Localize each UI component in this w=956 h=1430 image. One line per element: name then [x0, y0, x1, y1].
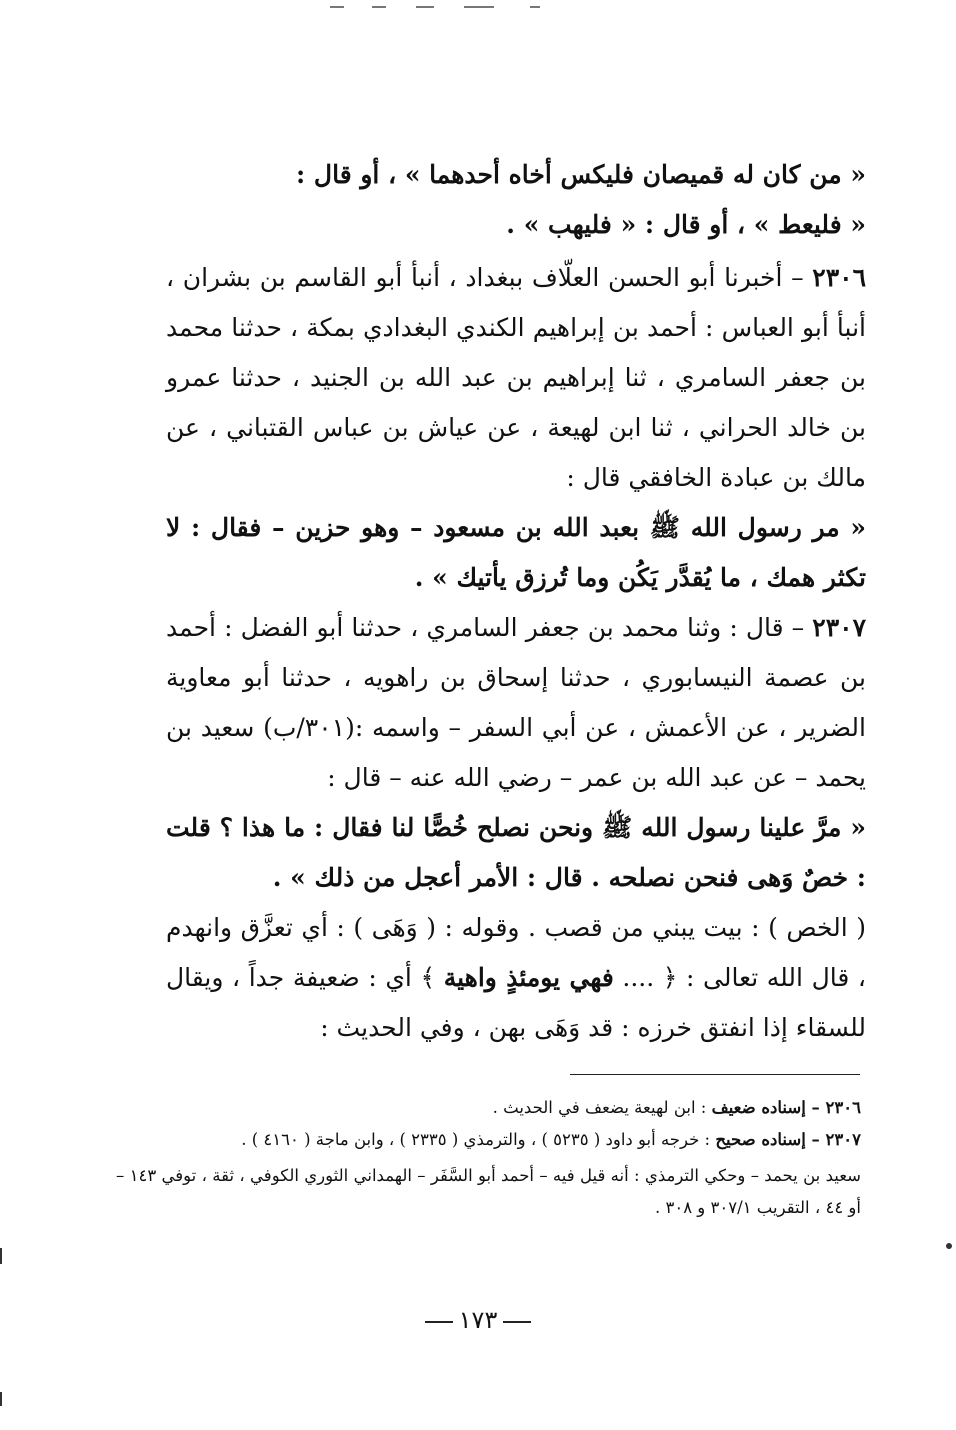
footnote-grade: – إسناده صحيح — [715, 1130, 826, 1149]
hadith-2306-isnad — [166, 253, 866, 503]
hadith-continuation-line-2: « فليعط » ، أو قال : « فليهب » . — [506, 210, 866, 239]
hadith-2306-chain: – أخبرنا أبو الحسن العلّاف ببغداد ، أنبأ أبو القاسم بن بشران ، أنبأ أبو العباس : أحمد بن إبراهيم الكندي البغدادي بمكة ، حدثنا محمد بن جعفر السامري ، ثنا إبراهيم بن عبد الله بن الجنيد ، حدثنا عمرو بن خالد الحراني ، ثنا ابن لهيعة ، عن عياش بن عباس القتباني ، عن مالك بن عبادة الخافقي قال : — [166, 263, 866, 492]
hadith-2306-matn: « مر رسول الله ﷺ بعبد الله بن مسعود – وهو حزين – فقال : لا تكثر همك ، ما يُقدَّر يَكُن وما تُرزق يأتيك » . — [166, 513, 866, 592]
hadith-continuation — [166, 150, 866, 250]
right-edge-dot — [946, 1243, 952, 1249]
page-number-dash — [503, 1321, 531, 1323]
explanation-part-1: ( الخص ) : بيت يبني من قصب . وقوله : ( وَهَى ) : أي تعزَّق وانهدم ، قال الله تعالى : ﴿ .... — [166, 913, 866, 992]
footnote-grade: – إسناده ضعيف — [711, 1098, 826, 1117]
hadith-2307 — [166, 603, 866, 903]
hadith-2307-isnad — [166, 603, 866, 803]
explanation-part-2: ﴾ أي : ضعيفة جداً ، ويقال للسقاء إذا انفتق خرزه : قد وَهَى بهن ، وفي الحديث : — [166, 963, 866, 1042]
footnote-2306 — [116, 1092, 861, 1124]
page-number-dash — [425, 1321, 453, 1323]
explanation-paragraph — [166, 903, 866, 1053]
footnote-2307 — [116, 1124, 861, 1156]
hadith-continuation-line-1: « من كان له قميصان فليكس أخاه أحدهما » ، أو قال : — [295, 160, 866, 189]
hadith-number: ٢٣٠٧ — [812, 613, 866, 642]
explanation-text — [166, 903, 866, 1053]
quran-quote: فهي يومئذٍ واهية — [443, 963, 614, 992]
page-number — [0, 1306, 956, 1334]
hadith-2307-matn: « مرَّ علينا رسول الله ﷺ ونحن نصلح خُصًّا لنا فقال : ما هذا ؟ قلت : خصٌ وَهى فنحن نصلحه . قال : الأمر أعجل من ذلك » . — [166, 813, 866, 892]
hadith-2306 — [166, 253, 866, 603]
footnote-text: : خرجه أبو داود ( ٥٢٣٥ ) ، والترمذي ( ٢٣٣٥ ) ، وابن ماجة ( ٤١٦٠ ) . — [241, 1130, 716, 1149]
footnote-narrator: سعيد بن يحمد – وحكي الترمذي : أنه قيل فيه – أحمد أبو السَّفَر – الهمداني الثوري الكوفي ، ثقة ، توفي ١٤٣ – أو ٤٤ ، التقريب ٣٠٧/١ و ٣٠٨ . — [116, 1166, 861, 1217]
footnote-text: : ابن لهيعة يضعف في الحديث . — [492, 1098, 712, 1117]
footnote-number: ٢٣٠٧ — [825, 1130, 861, 1149]
footnote-divider — [570, 1074, 860, 1075]
top-scan-marks — [330, 6, 550, 10]
page-number-value: ١٧٣ — [458, 1306, 498, 1334]
left-edge-mark — [0, 1248, 2, 1264]
footnote-number: ٢٣٠٦ — [825, 1098, 861, 1117]
left-edge-mark — [0, 1392, 2, 1406]
hadith-number: ٢٣٠٦ — [812, 263, 866, 292]
hadith-2307-chain: – قال : وثنا محمد بن جعفر السامري ، حدثنا أبو الفضل : أحمد بن عصمة النيسابوري ، حدثنا إسحاق بن راهويه ، حدثنا أبو معاوية الضرير ، عن الأعمش ، عن أبي السفر – واسمه :(٣٠١/ب) سعيد بن يحمد – عن عبد الله بن عمر – رضي الله عنه – قال : — [166, 613, 866, 792]
footnotes — [116, 1092, 861, 1224]
